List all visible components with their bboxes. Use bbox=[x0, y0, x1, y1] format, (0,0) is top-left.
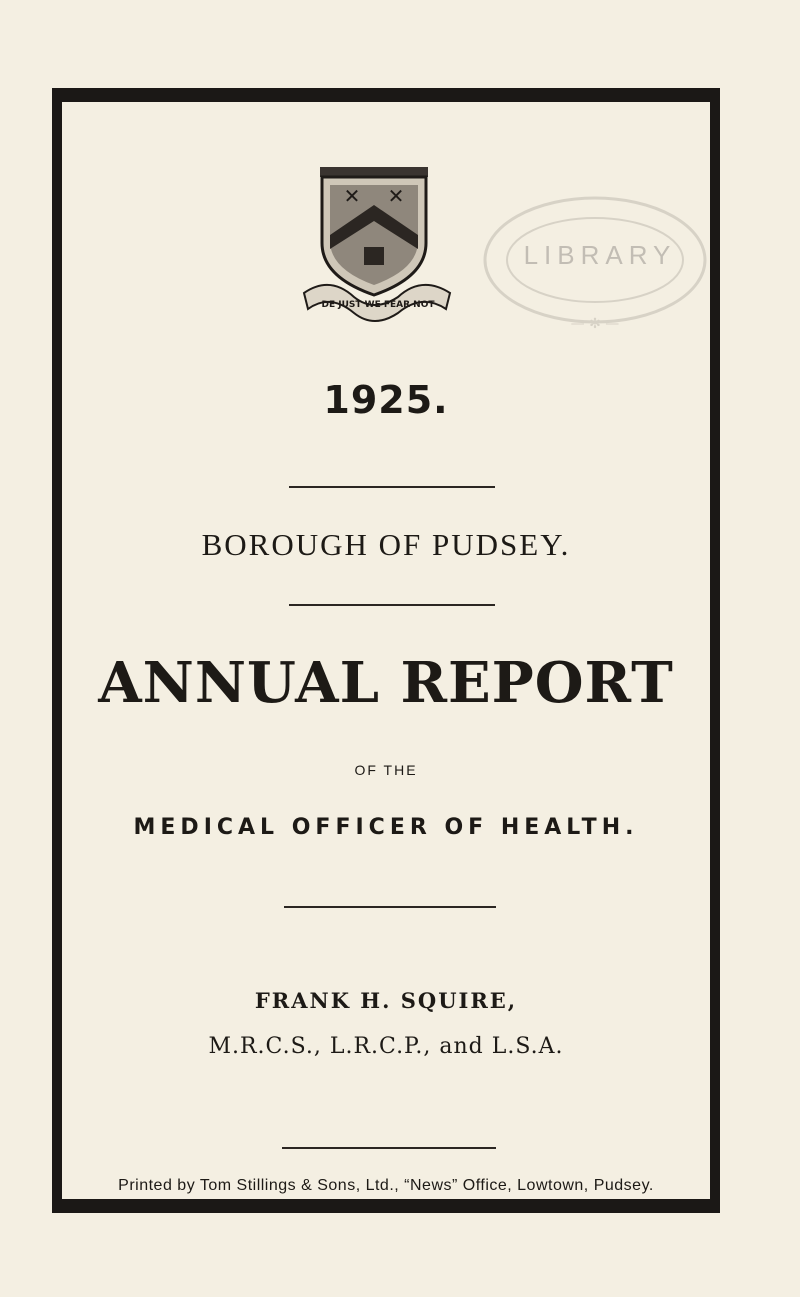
borough-crest-icon bbox=[300, 165, 460, 335]
printer-imprint: Printed by Tom Stillings & Sons, Ltd., “News” Office, Lowtown, Pudsey. bbox=[118, 1177, 654, 1194]
svg-text:✕: ✕ bbox=[387, 184, 405, 208]
of-the-label: OF THE bbox=[354, 762, 418, 778]
svg-text:✕: ✕ bbox=[343, 184, 361, 208]
author-qualifications: M.R.C.S., L.R.C.P., and L.S.A. bbox=[208, 1034, 564, 1059]
divider-2 bbox=[289, 604, 495, 606]
report-year: 1925. bbox=[323, 378, 449, 422]
divider-3 bbox=[284, 906, 496, 908]
report-subtitle: MEDICAL OFFICER OF HEALTH. bbox=[133, 815, 639, 840]
svg-text:— ✻ —: — ✻ — bbox=[570, 316, 620, 332]
divider-4 bbox=[282, 1147, 496, 1149]
author-name: FRANK H. SQUIRE, bbox=[254, 988, 518, 1013]
borough-name: BOROUGH OF PUDSEY. bbox=[201, 527, 571, 562]
report-title: ANNUAL REPORT bbox=[98, 650, 674, 716]
divider-1 bbox=[289, 486, 495, 488]
svg-text:DE JUST WE FEAR NOT: DE JUST WE FEAR NOT bbox=[321, 300, 435, 310]
library-stamp-text: LIBRARY bbox=[523, 240, 677, 270]
